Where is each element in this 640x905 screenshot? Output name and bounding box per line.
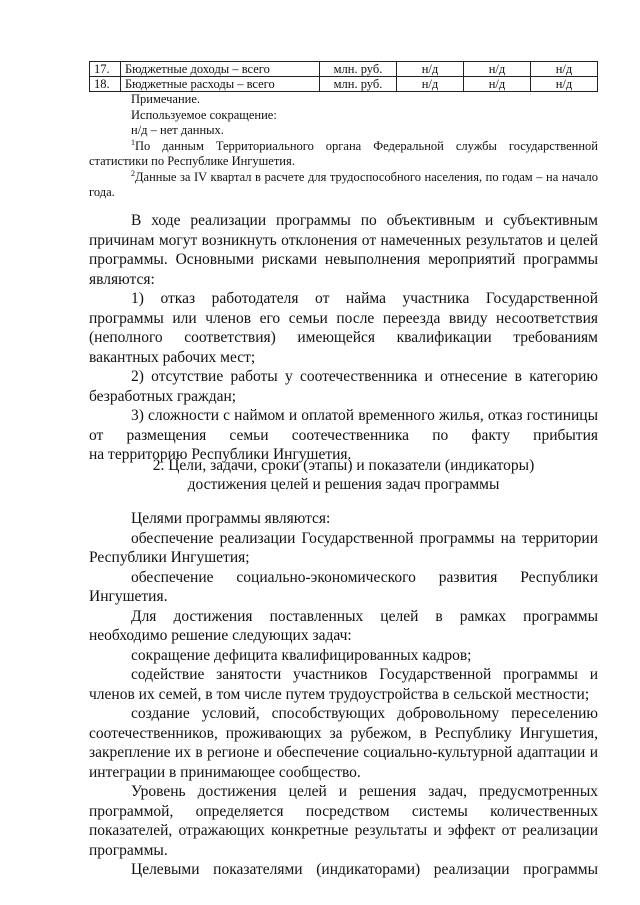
goals-section [89,509,598,880]
row-indicator-name: Бюджетные расходы – всего [121,77,320,92]
row-value: н/д [397,77,464,92]
row-number: 17. [90,62,121,77]
row-value: н/д [464,77,531,92]
paragraph: сокращение дефицита квалифицированных кадров; [131,646,472,664]
row-value: н/д [531,62,598,77]
risks-section [89,211,598,465]
paragraph: содействие занятости участников Государственной программы и членов их семей, в том числе путем трудоустройства в сельской местности; [89,666,598,703]
row-value: н/д [464,62,531,77]
paragraph: на территорию Республики Ингушетия. [89,446,352,463]
abbreviation: н/д – нет данных. [131,123,224,137]
table-row [90,77,598,92]
paragraph: Целями программы являются: [131,510,331,527]
footnote-mark: 1 [131,137,135,147]
footnote-text: По данным Территориального органа Федеральной службы государственной статистики по Республике Ингушетия. [89,138,598,168]
footnote-text: Данные за IV квартал в расчете для трудоспособного населения, по годам – на начало года. [89,169,598,199]
footnote-2 [89,170,598,201]
paragraph: Целевыми показателями (индикаторами) реализации программы [131,861,598,878]
note-title: Примечание. [131,92,201,106]
paragraph: 1) отказ работодателя от найма участника Государственной программы или членов его семьи после переезда ввиду несоответствия (неполного соответствия) имеющейся квалификации требованиям вакантных рабочих мест; [89,290,598,366]
row-unit: млн. руб. [320,77,397,92]
row-value: н/д [531,77,598,92]
table-notes [89,92,598,201]
section-heading [89,456,598,494]
paragraph: 2) отсутствие работы у соотечественника и отнесение в категорию безработных граждан; [89,368,598,405]
row-number: 18. [90,77,121,92]
paragraph: обеспечение реализации Государственной программы на территории Республики Ингушетия; [89,529,598,566]
paragraph: создание условий, способствующих добровольному переселению соотечественников, проживающих за рубежом, в Республику Ингушетия, закрепление их в регионе и обеспечение социально-культурной адаптации и интеграции в принимающее сообщество. [89,705,598,781]
paragraph: обеспечение социально-экономического развития Республики Ингушетия. [89,568,598,605]
paragraph: В ходе реализации программы по объективным и субъективным причинам могут возникнуть отклонения от намеченных результатов и целей программы. Основными рисками невыполнения мероприятий программы являются: [89,212,598,288]
paragraph: Для достижения поставленных целей в рамках программы необходимо решение следующих задач: [89,607,598,644]
heading-line: достижения целей и решения задач программы [187,476,500,493]
row-indicator-name: Бюджетные доходы – всего [121,62,320,77]
footnote-1 [89,139,598,170]
budget-table [89,61,598,92]
row-unit: млн. руб. [320,62,397,77]
paragraph: 3) сложности с наймом и оплатой временного жилья, отказ гостиницы от размещения семьи соотечественника по факту прибытия [89,407,598,444]
footnote-mark: 2 [131,168,135,178]
paragraph: Уровень достижения целей и решения задач, предусмотренных программой, определяется посредством системы количественных показателей, отражающих конкретные результаты и эффект от реализации программы. [89,783,598,859]
row-value: н/д [397,62,464,77]
heading-line: 2. Цели, задачи, сроки (этапы) и показатели (индикаторы) [152,457,535,474]
table-row [90,62,598,77]
abbreviation-title: Используемое сокращение: [131,107,277,122]
